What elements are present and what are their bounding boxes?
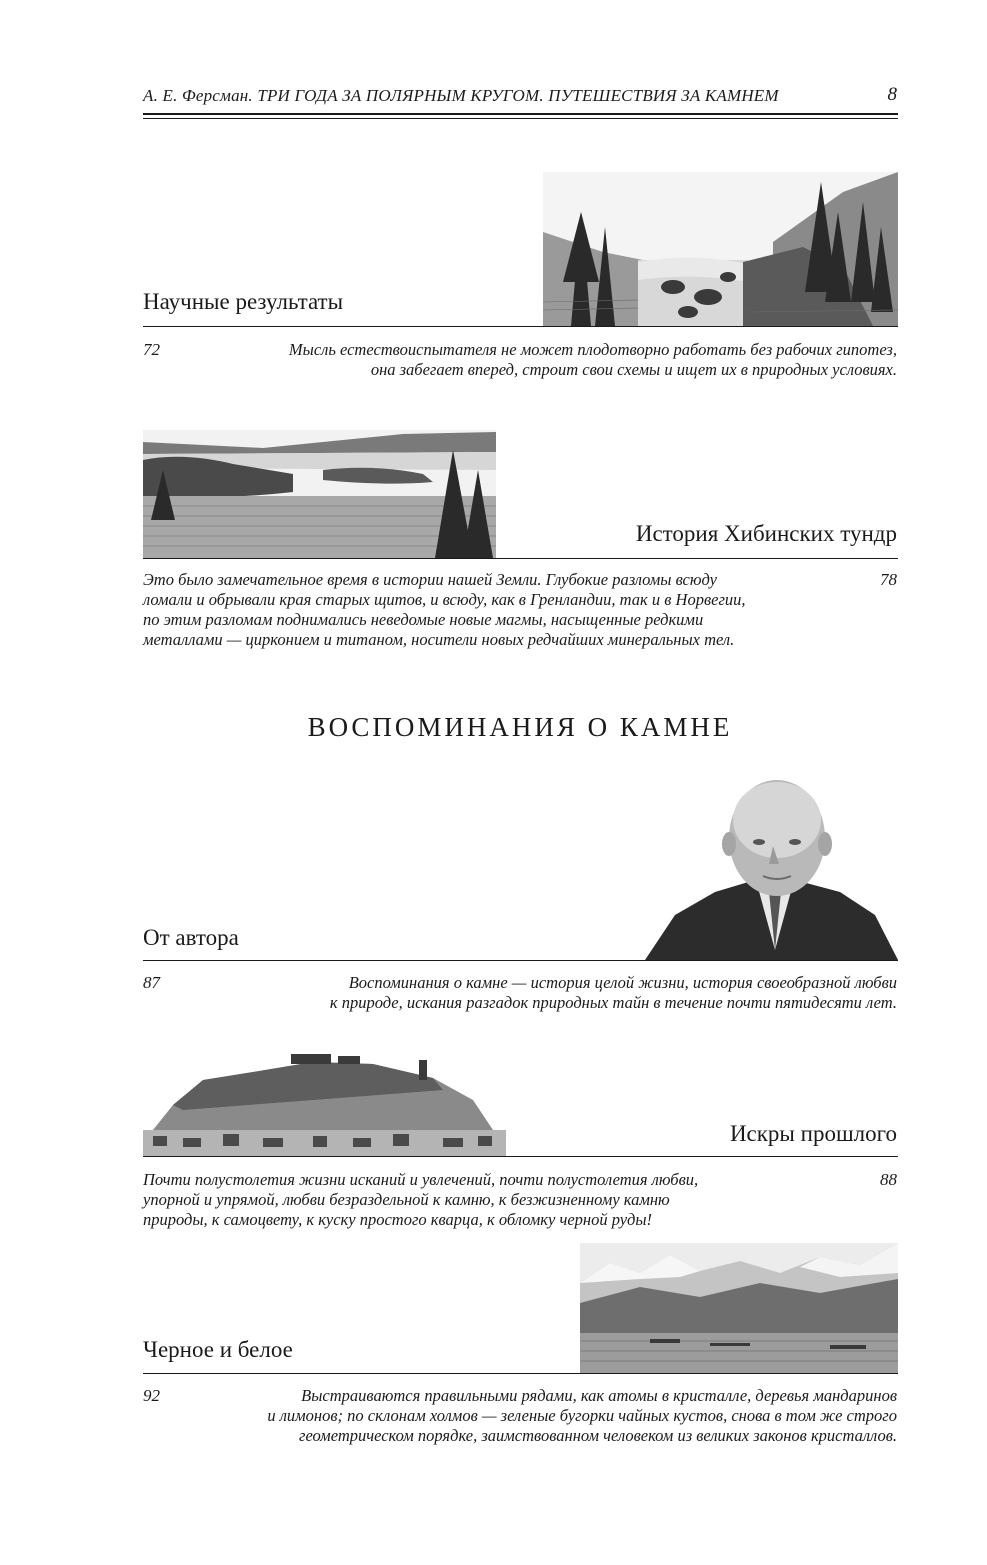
excerpt-line: ломали и обрывали края старых щитов, и всюду, как в Гренландии, так и в Норвегии, [143,590,746,609]
entry-page-number: 88 [880,1170,897,1189]
entry-excerpt [330,973,897,1013]
excerpt-line: упорной и упрямой, любви безраздельной к камню, к безжизненному камню [143,1190,670,1209]
entry-excerpt [143,1170,698,1230]
section-title-sparks-of-past: Искры прошлого [729,1121,897,1146]
header-rule-top [143,113,898,115]
section-title-from-author: От автора [143,925,239,950]
section-title-scientific-results: Научные результаты [143,289,344,314]
entry-page-number: 92 [143,1386,160,1405]
section-rule [143,1373,898,1374]
excerpt-line: по этим разломам поднимались неведомые новые магмы, насыщенные редкими [143,610,704,629]
excerpt-line: Почти полустолетия жизни исканий и увлечений, почти полустолетия любви, [143,1170,699,1189]
entry-page-number: 87 [143,973,160,992]
lake-illustration [143,430,496,558]
entry-page-number: 78 [880,570,897,589]
section-rule [143,326,898,327]
page-number: 8 [887,84,897,105]
author-portrait [645,780,898,960]
section-title-black-and-white: Черное и белое [143,1337,293,1362]
excerpt-line: геометрическом порядке, заимствованном человеком из великих законов кристаллов. [299,1426,897,1445]
excerpt-line: природы, к самоцвету, к куску простого кварца, к обломку черной руды! [143,1210,653,1229]
entry-page-number: 72 [143,340,160,359]
entry-excerpt [267,1386,897,1446]
entry-excerpt [143,570,746,650]
section-rule [143,960,898,961]
waterfall-illustration [543,172,898,326]
excerpt-line: Мысль естествоиспытателя не может плодотворно работать без рабочих гипотез, [288,340,897,359]
acropolis-illustration [143,1050,506,1156]
excerpt-line: Это было замечательное время в истории нашей Земли. Глубокие разломы всюду [143,570,717,589]
part-heading: ВОСПОМИНАНИЯ О КАМНЕ [307,712,733,742]
excerpt-line: Воспоминания о камне — история целой жизни, история своеобразной любви [348,973,897,992]
excerpt-line: она забегает вперед, строит свои схемы и ищет их в природных условиях. [370,360,897,379]
excerpt-line: к природе, искания разгадок природных тайн в течение почти пятидесяти лет. [329,993,897,1012]
section-rule [143,558,898,559]
section-rule [143,1156,898,1157]
excerpt-line: Выстраиваются правильными рядами, как атомы в кристалле, деревья мандаринов [301,1386,897,1405]
header-rule-bottom [143,118,898,119]
section-title-khibiny-history: История Хибинских тундр [635,521,897,546]
running-head: А. Е. Ферсман. ТРИ ГОДА ЗА ПОЛЯРНЫМ КРУГОМ. ПУТЕШЕСТВИЯ ЗА КАМНЕМ [143,86,779,105]
excerpt-line: и лимонов; по склонам холмов — зеленые бугорки чайных кустов, снова в том же строго [267,1406,897,1425]
entry-excerpt [289,340,897,380]
excerpt-line: металлами — цирконием и титаном, носители новых редчайших минеральных тел. [143,630,735,649]
mountains-illustration [580,1243,898,1373]
